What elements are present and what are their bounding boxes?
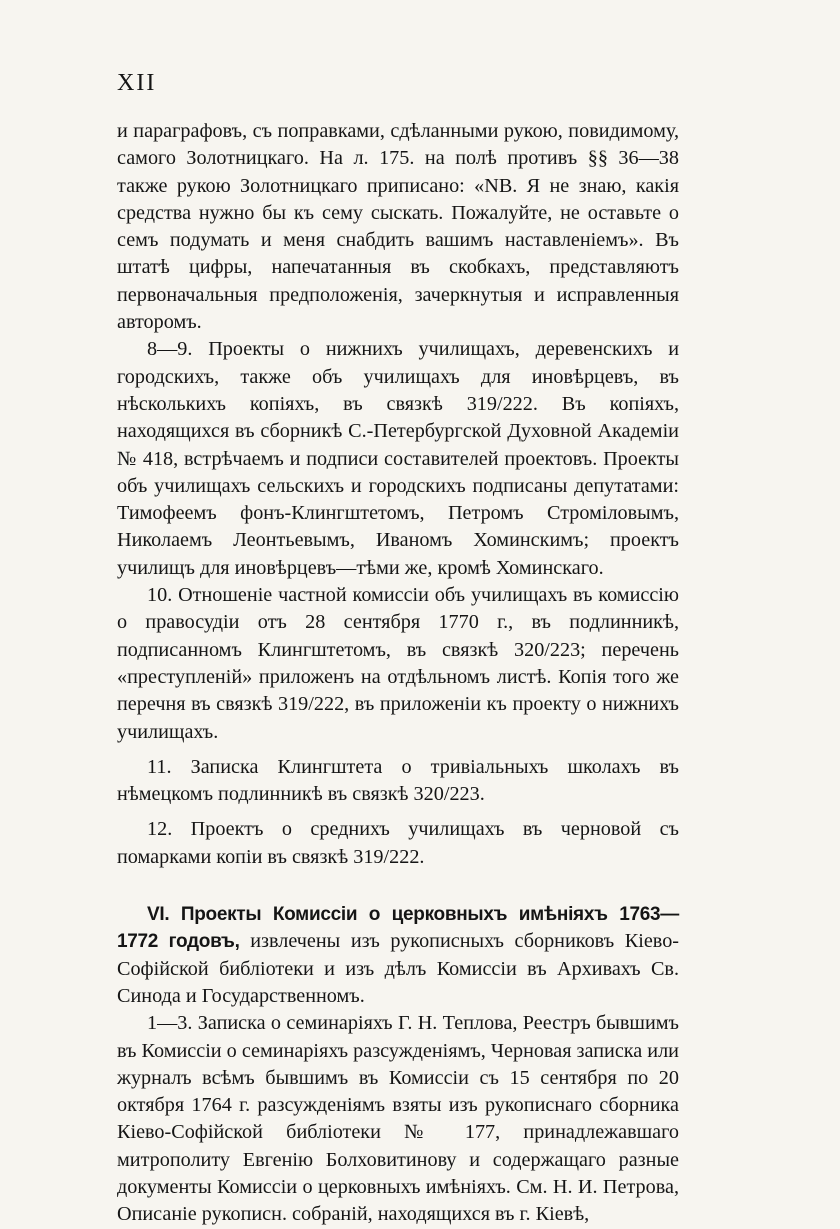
paragraph: и параграфовъ, съ поправками, сдѣланными рукою, повидимому, самого Золотницкаго. На л. 175. на полѣ противъ §§ 36—38 также рукою Золотницкаго приписано: «NB. Я не знаю, какія средства нужно бы къ сему сыскать. Пожалуйте, не оставьте о семъ подумать и меня снабдить вашимъ наставленіемъ». Въ штатѣ цифры, напечатанныя въ скобкахъ, представляютъ первоначальныя предположенія, зачеркнутыя и исправленныя авторомъ. <box>117 120 679 334</box>
section-heading: VI. Проекты Комиссіи о церковныхъ имѣніяхъ 1763—1772 годовъ, <box>117 904 679 953</box>
paragraph: 8—9. Проекты о нижнихъ училищахъ, деревенскихъ и городскихъ, также объ училищахъ для иновѣрцевъ, въ нѣсколькихъ копіяхъ, въ связкѣ 319/222. Въ копіяхъ, находящихся въ сборникѣ С.-Петербургской Духовной Академіи № 418, встрѣчаемъ и подписи составителей проектовъ. Проекты объ училищахъ сельскихъ и городскихъ подписаны депутатами: Тимофеемъ фонъ-Клингштетомъ, Петромъ Строміловымъ, Николаемъ Леонтьевымъ, Иваномъ Хоминскимъ; проектъ училищъ для иновѣрцевъ—тѣми же, кромѣ Хоминскаго. <box>117 338 679 579</box>
body-text <box>117 118 679 1229</box>
paragraph: 10. Отношеніе частной комиссіи объ училищахъ въ комиссію о правосудіи отъ 28 сентября 1770 г., въ подлинникѣ, подписанномъ Клингштетомъ, въ связкѣ 320/223; перечень «преступленій» приложенъ на отдѣльномъ листѣ. Копія того же перечня въ связкѣ 319/222, въ приложеніи къ проекту о нижнихъ училищахъ. <box>117 584 679 743</box>
page-number: XII <box>117 70 157 96</box>
section-intro: извлечены изъ рукописныхъ сборниковъ Кіево-Софійской библіотеки и изъ дѣлъ Комиссіи въ Архивахъ Св. Синода и Государственномъ. <box>117 930 680 1007</box>
section-paragraph <box>117 901 679 1010</box>
paragraph: 12. Проектъ о среднихъ училищахъ въ черновой съ помарками копіи въ связкѣ 319/222. <box>117 818 679 868</box>
paragraph: 1—3. Записка о семинаріяхъ Г. Н. Теплова, Реестръ бывшимъ въ Комиссіи о семинаріяхъ разсужденіямъ, Черновая записка или журналъ всѣмъ бывшимъ въ Комиссіи съ 15 сентября по 20 октября 1764 г. разсужденіямъ взяты изъ рукописнаго сборника Кіево-Софійской библіотеки № 177, принадлежавшаго митрополиту Евгенію Болховитинову и содержащаго разные документы Комиссіи о церковныхъ имѣніяхъ. См. Н. И. Петрова, Описаніе рукописн. собраній, находящихся въ г. Кіевѣ, <box>117 1012 679 1226</box>
paragraph: 11. Записка Клингштета о тривіальныхъ школахъ въ нѣмецкомъ подлинникѣ въ связкѣ 320/223. <box>117 755 679 806</box>
